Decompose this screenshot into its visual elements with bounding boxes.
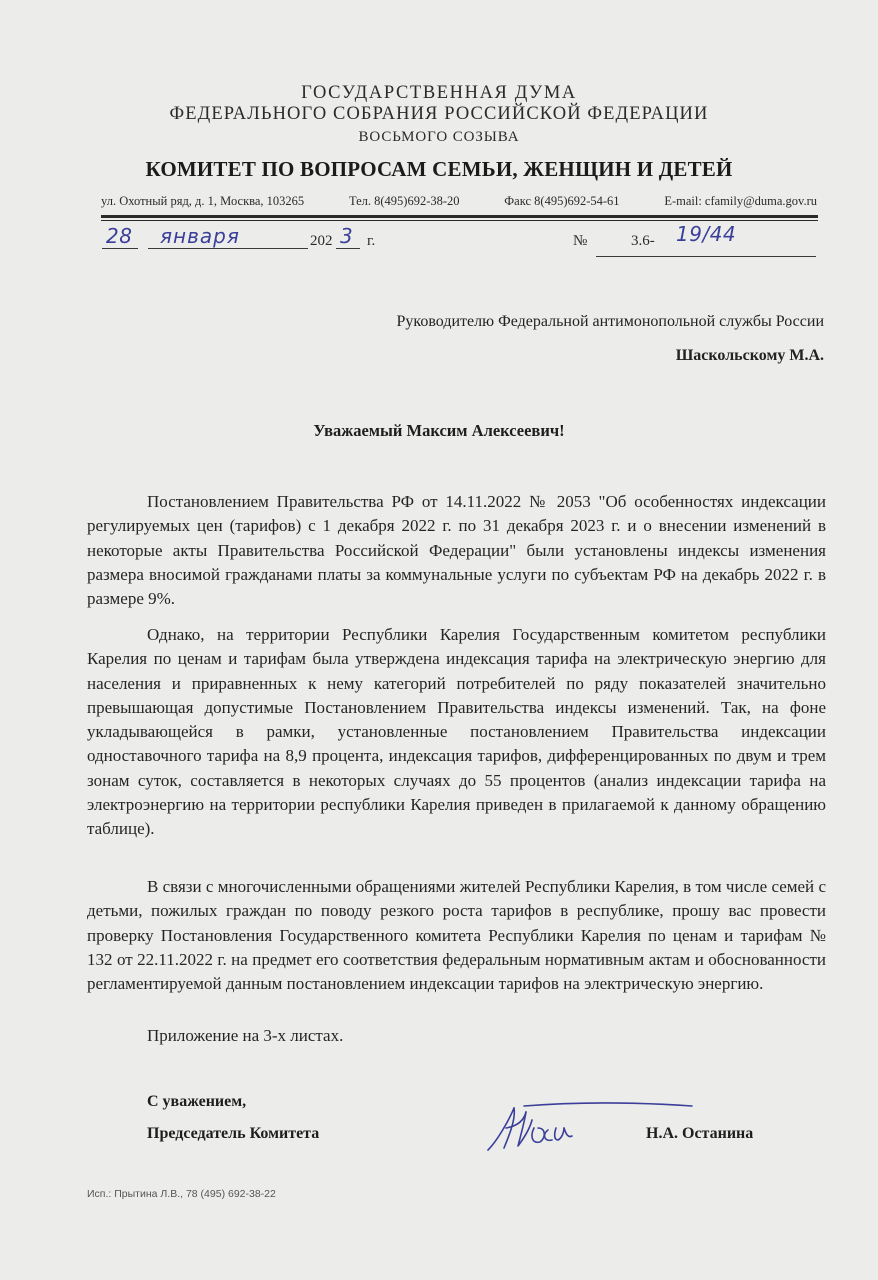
email-text: E-mail: cfamily@duma.gov.ru: [664, 194, 817, 208]
phone-text: Тел. 8(495)692-38-20: [348, 194, 460, 208]
date-year-underline: [336, 248, 360, 249]
date-year-suffix: г.: [367, 233, 376, 249]
letterhead-convocation: ВОСЬМОГО СОЗЫВА: [358, 129, 520, 145]
letterhead-federal-assembly: ФЕДЕРАЛЬНОГО СОБРАНИЯ РОССИЙСКОЙ ФЕДЕРАЦИИ: [169, 104, 709, 124]
committee-title: КОМИТЕТ ПО ВОПРОСАМ СЕМЬИ, ЖЕНЩИН И ДЕТЕЙ: [145, 157, 733, 181]
date-year-digit-handwritten: 3: [340, 224, 354, 248]
number-handwritten: 19/44: [676, 222, 737, 246]
contacts-line: [101, 194, 817, 209]
date-month-handwritten: января: [160, 224, 240, 248]
greeting: Уважаемый Максим Алексеевич!: [313, 421, 565, 440]
header-rule-thick: [101, 215, 818, 218]
address-text: ул. Охотный ряд, д. 1, Москва, 103265: [101, 194, 305, 208]
closing-phrase: С уважением,: [147, 1093, 247, 1110]
number-underline: [596, 256, 816, 257]
addressee-name: Шаскольскому М.А.: [675, 347, 824, 364]
paragraph-1: Постановлением Правительства РФ от 14.11.2022 № 2053 "Об особенностях индексации регулируемых цен (тарифов) с 1 декабря 2022 г. по 31 декабря 2023 г. и о внесении изменений в некоторые акты Правительства Российской Федерации" были установлены индексы изменения размера вносимой гражданами платы за коммунальные услуги по субъектам РФ на декабрь 2022 г. в размере 9%.: [87, 492, 826, 609]
addressee-position: Руководителю Федеральной антимонопольной службы России: [396, 313, 824, 330]
paragraph-2: Однако, на территории Республики Карелия Государственным комитетом республики Карелия по ценам и тарифам была утверждена индексация тарифа на электрическую энергию для населения и приравненных к нему категорий потребителей по ряду показателей значительно превышающая допустимые Постановлением Правительства индексы изменений. Так, на фоне укладывающейся в рамки, установленные постановлением Правительства индексации одноставочного тарифа на 8,9 процента, индексация тарифов, дифференцированных по двум и трем зонам суток, составляется в некоторых случаях до 55 процентов (анализ индексации тарифа на электроэнергию на территории республики Карелия приведен в прилагаемой к данному обращению таблице).: [87, 625, 826, 839]
number-prefix: 3.6-: [631, 233, 655, 249]
header-rule-thin: [101, 220, 818, 221]
letterhead-duma: ГОСУДАРСТВЕННАЯ ДУМА: [301, 83, 577, 103]
number-label: №: [573, 233, 588, 249]
handwritten-signature: [484, 1098, 694, 1158]
date-year-prefix: 202: [310, 233, 333, 249]
signer-title: Председатель Комитета: [147, 1125, 320, 1142]
fax-text: Факс 8(495)692-54-61: [504, 194, 620, 208]
date-month-underline: [148, 248, 308, 249]
signer-name: Н.А. Останина: [646, 1125, 754, 1142]
paragraph-3: В связи с многочисленными обращениями жителей Республики Карелия, в том числе семей с детьми, пожилых граждан по поводу резкого роста тарифов в республике, прошу вас провести проверку Постановления Государственного комитета Республики Карелия по ценам и тарифам № 132 от 22.11.2022 г. на предмет его соответствия федеральным нормативным актам и обоснованности регламентируемой данным постановлением индексации тарифов на электрическую энергию.: [87, 877, 826, 994]
date-day-handwritten: 28: [106, 224, 133, 248]
executor-note: Исп.: Прытина Л.В., 78 (495) 692-38-22: [87, 1188, 276, 1200]
date-day-underline: [102, 248, 138, 249]
attachment-note: Приложение на 3-х листах.: [147, 1026, 344, 1045]
